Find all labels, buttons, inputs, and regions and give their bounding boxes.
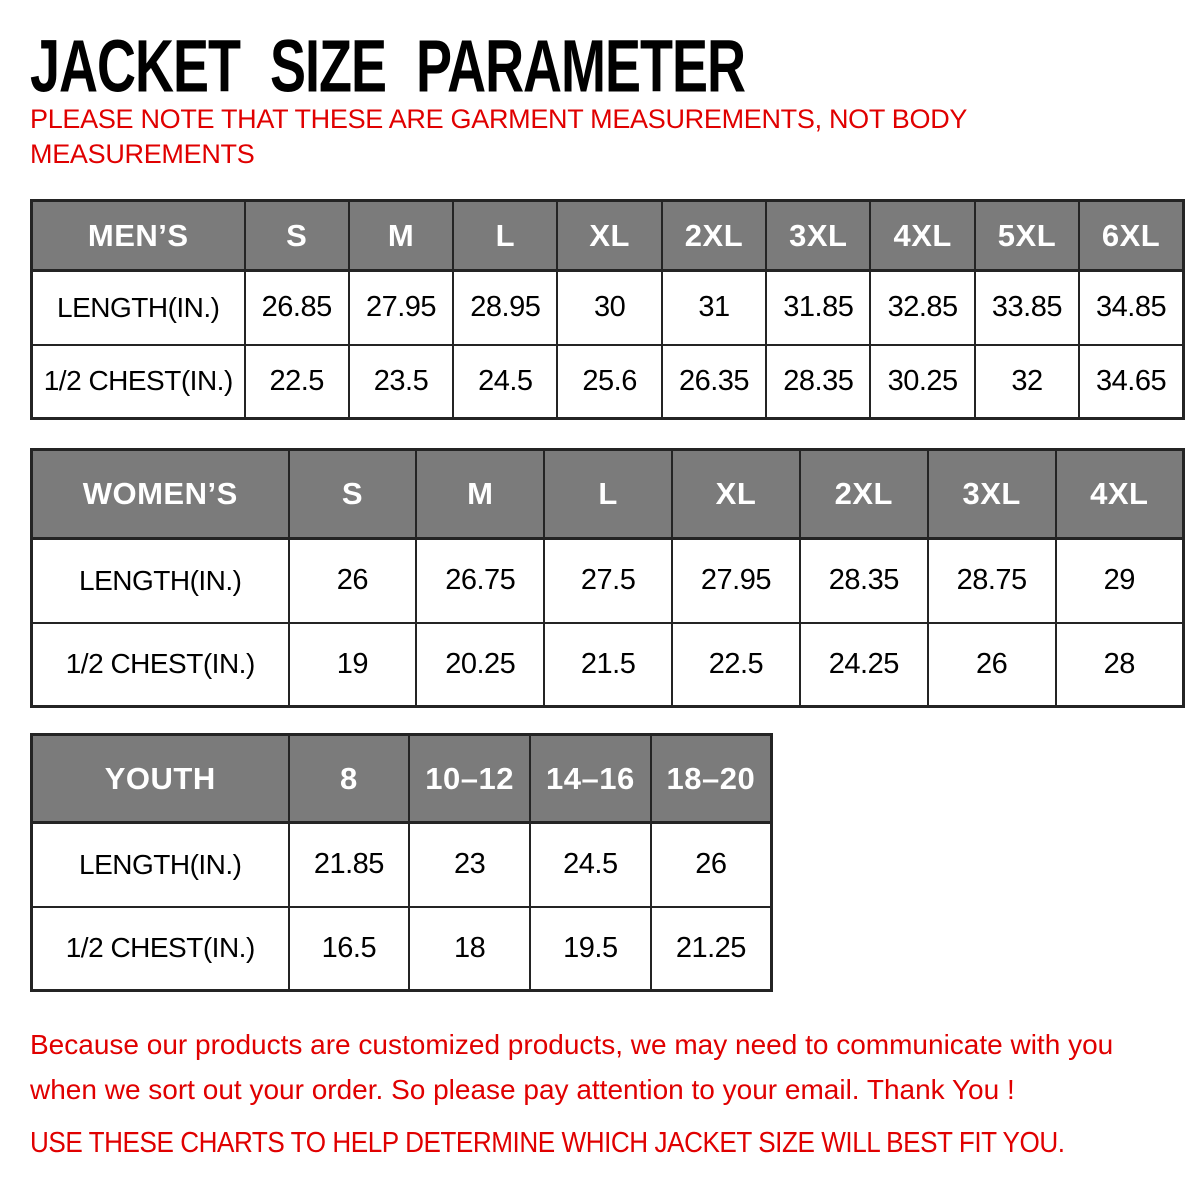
measurement-value: 28	[1056, 623, 1184, 707]
measurement-value: 22.5	[245, 345, 349, 419]
measurement-value: 26.35	[662, 345, 766, 419]
measurement-value: 23	[409, 823, 530, 907]
measurement-value: 22.5	[672, 623, 800, 707]
measurement-value: 20.25	[416, 623, 544, 707]
size-header-cell: 4XL	[1056, 450, 1184, 539]
measurement-value: 26	[289, 539, 417, 623]
size-header-cell: 3XL	[766, 201, 870, 271]
measurement-row	[32, 271, 1184, 345]
measurement-value: 21.25	[651, 907, 772, 991]
measurement-value: 26	[651, 823, 772, 907]
measurement-value: 24.5	[453, 345, 557, 419]
size-header-cell: 2XL	[800, 450, 928, 539]
size-header-cell: L	[544, 450, 672, 539]
youth-size-table	[30, 733, 773, 992]
size-header-cell: 8	[289, 735, 410, 823]
measurement-row	[32, 907, 772, 991]
size-header-row	[32, 735, 772, 823]
measurement-label: LENGTH(IN.)	[32, 539, 289, 623]
measurement-label: LENGTH(IN.)	[32, 823, 289, 907]
page-title	[30, 0, 1200, 109]
size-header-cell: L	[453, 201, 557, 271]
garment-measurement-note: PLEASE NOTE THAT THESE ARE GARMENT MEASUREMENTS, NOT BODY MEASUREMENTS	[30, 104, 967, 169]
size-header-cell: M	[416, 450, 544, 539]
measurement-value: 19.5	[530, 907, 651, 991]
measurement-value: 34.65	[1079, 345, 1183, 419]
size-header-row	[32, 201, 1184, 271]
size-header-cell: M	[349, 201, 453, 271]
measurement-value: 23.5	[349, 345, 453, 419]
measurement-value: 32.85	[870, 271, 974, 345]
measurement-value: 30.25	[870, 345, 974, 419]
customization-notice: Because our products are customized products, we may need to communicate with you when we sort out your order. So please pay attention to your email. Thank You !	[30, 1029, 1114, 1105]
measurement-value: 33.85	[975, 271, 1079, 345]
chart-usage-note-text: USE THESE CHARTS TO HELP DETERMINE WHICH JACKET SIZE WILL BEST FIT YOU.	[30, 1127, 1065, 1159]
measurement-row	[32, 623, 1184, 707]
table-group-name: MEN’S	[32, 201, 245, 271]
size-header-cell: 3XL	[928, 450, 1056, 539]
measurement-value: 27.95	[672, 539, 800, 623]
measurement-label: LENGTH(IN.)	[32, 271, 245, 345]
measurement-value: 26.85	[245, 271, 349, 345]
size-header-cell: 10–12	[409, 735, 530, 823]
size-header-cell: XL	[557, 201, 661, 271]
size-header-cell: S	[289, 450, 417, 539]
measurement-value: 24.25	[800, 623, 928, 707]
womens-size-table	[30, 448, 1185, 708]
measurement-value: 19	[289, 623, 417, 707]
measurement-value: 18	[409, 907, 530, 991]
measurement-value: 21.85	[289, 823, 410, 907]
measurement-value: 24.5	[530, 823, 651, 907]
chart-usage-note	[30, 1126, 1200, 1160]
measurement-value: 31.85	[766, 271, 870, 345]
size-header-cell: S	[245, 201, 349, 271]
size-header-cell: 18–20	[651, 735, 772, 823]
page-title-text: JACKET SIZE PARAMETER	[30, 25, 746, 109]
size-header-cell: 4XL	[870, 201, 974, 271]
table-group-name: WOMEN’S	[32, 450, 289, 539]
measurement-value: 16.5	[289, 907, 410, 991]
size-header-cell: 5XL	[975, 201, 1079, 271]
size-header-row	[32, 450, 1184, 539]
measurement-label: 1/2 CHEST(IN.)	[32, 345, 245, 419]
size-header-cell: 14–16	[530, 735, 651, 823]
measurement-row	[32, 345, 1184, 419]
measurement-value: 26	[928, 623, 1056, 707]
measurement-value: 29	[1056, 539, 1184, 623]
measurement-value: 30	[557, 271, 661, 345]
measurement-value: 31	[662, 271, 766, 345]
measurement-value: 28.35	[800, 539, 928, 623]
measurement-label: 1/2 CHEST(IN.)	[32, 623, 289, 707]
mens-size-table	[30, 199, 1185, 420]
measurement-value: 27.5	[544, 539, 672, 623]
measurement-value: 28.75	[928, 539, 1056, 623]
table-group-name: YOUTH	[32, 735, 289, 823]
measurement-row	[32, 539, 1184, 623]
measurement-value: 26.75	[416, 539, 544, 623]
measurement-value: 27.95	[349, 271, 453, 345]
measurement-label: 1/2 CHEST(IN.)	[32, 907, 289, 991]
measurement-value: 34.85	[1079, 271, 1183, 345]
measurement-value: 28.95	[453, 271, 557, 345]
size-header-cell: 6XL	[1079, 201, 1183, 271]
size-header-cell: 2XL	[662, 201, 766, 271]
measurement-row	[32, 823, 772, 907]
measurement-value: 32	[975, 345, 1079, 419]
size-header-cell: XL	[672, 450, 800, 539]
measurement-value: 25.6	[557, 345, 661, 419]
measurement-value: 21.5	[544, 623, 672, 707]
measurement-value: 28.35	[766, 345, 870, 419]
